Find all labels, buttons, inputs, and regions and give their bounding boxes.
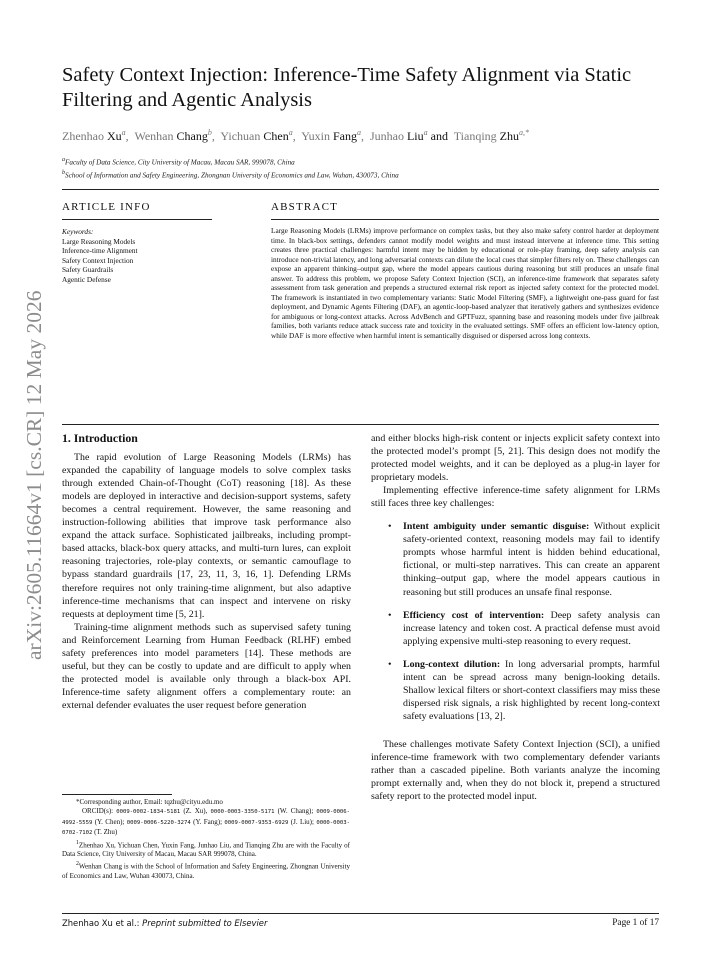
abstract-text: Large Reasoning Models (LRMs) improve performance on complex tasks, but they also make safety control harder at deployment time. In black-box settings, defenders cannot modify model weights and must instead intervene at inference time. This setting creates three practical challenges: harmful intent may be hidden by educational or role-play framing, deep safety analysis can introduce non-trivial latency, and long adversarial contexts can dilute the local cues that simpler filters rely on. These challenges can expose an apparent thinking–output gap, where the model appears cautious during reasoning but still produces an unsafe final answer. To address this problem, we propose Safety Context Injection (SCI), an inference-time framework that separates safety assessment from task generation and prepends a structured external risk report as injected safety context for the protected model. The framework is instantiated in two complementary variants: Static Model Filtering (SMF), a lightweight one-pass guard for fast deployment, and Dynamic Agents Filtering (DAF), an agentic-loop-based analyzer that iteratively gathers and synthesizes evidence for ambiguous or long-context attacks. Across AdvBench and GPTFuzz, spanning base and reasoning models under five jailbreak families, both variants reduce attack success rate and toxicity in the evaluated settings. SMF offers an efficient low-latency option, while DAF is more effective when harmful intent is semantically disguised or dispersed across long contexts. xyxy=(271,226,659,341)
author[interactable]: Tianqing Zhu$^{a,*}$ xyxy=(453,128,530,143)
bullet-item: • Intent ambiguity under semantic disguise: Without explicit safety-oriented context, reasoning models may fail to identify prompts whose harmful intent is hidden behind educational, fictional, or multi-step narratives. This can create an apparent thinking–output gap, where the model appears cautious in reasoning but still produces an unsafe final response. xyxy=(388,521,660,598)
footnote-2: $^2$Wenhan Chang is with the School of Information and Safety Engineering, Zhongnan University of Economics and Law, Wuhan 430073, China. xyxy=(62,860,350,880)
arxiv-side-label xyxy=(18,268,50,660)
bullet-icon: • xyxy=(388,521,392,533)
footer-rule xyxy=(62,913,659,914)
bullet-icon: • xyxy=(388,658,392,670)
paragraph: and either blocks high-risk content or injects explicit safety context into the protected model’s prompt [5, 21]. This design does not modify the protected model weights, and it can be deployed as a plug-in layer for proprietary models. xyxy=(371,433,660,484)
bullet-icon: • xyxy=(388,609,392,621)
author[interactable]: Yichuan Chen$^a$ xyxy=(220,128,293,143)
keyword: Inference-time Alignment xyxy=(62,246,138,256)
bullet-item: • Efficiency cost of intervention: Deep safety analysis can increase latency and token cost. A practical defense must avoid applying expensive multi-step reasoning to every request. xyxy=(388,609,661,647)
footnotes xyxy=(62,798,350,881)
author-list: Zhenhao Xu$^a$, Wenhan Chang$^b$, Yichuan Chen$^a$, Yuxin Fang$^a$, Junhao Liu$^a$ and Tianqing Zhu$^{a,*}$ xyxy=(62,128,530,143)
keyword: Safety Guardrails xyxy=(62,265,114,275)
author[interactable]: Junhao Liu$^a$ xyxy=(369,128,428,143)
divider xyxy=(62,424,659,425)
section-heading: 1. Introduction xyxy=(62,431,138,445)
paragraph: Implementing effective inference-time safety alignment for LRMs still faces three key challenges: xyxy=(371,485,660,510)
right-column xyxy=(371,432,660,803)
divider xyxy=(62,189,659,190)
paragraph: Training-time alignment methods such as supervised safety tuning and Reinforcement Learning from Human Feedback (RLHF) embed safety preferences into model parameters [14]. These methods are useful, but they can be costly to update and are difficult to apply when the protected model is available only through a black-box API. Inference-time safety alignment offers a complementary route: an external defender evaluates the user request before generation xyxy=(62,621,351,711)
corresponding-author: *Corresponding author, Email: tqzhu@cityu.edu.mo xyxy=(76,798,223,806)
author[interactable]: Zhenhao Xu$^a$ xyxy=(62,128,126,143)
arxiv-id: arXiv:2605.11664v1 [cs.CR] 12 May 2026 xyxy=(22,290,46,660)
orcid-list: ORCID(s): 0009-0002-1834-5181 (Z. Xu), 0000-0003-3350-5171 (W. Chang); 0009-0006-4992-5559 (Y. Chen); 0009-0006-5220-3274 (Y. Fang); 0009-0007-9353-6929 (J. Liu); 0000-0003-0702-7102 (T. Zhu) xyxy=(62,807,351,837)
author[interactable]: Yuxin Fang$^a$ xyxy=(301,128,361,143)
footnote-rule xyxy=(62,794,172,795)
keyword: Large Reasoning Models xyxy=(62,236,136,246)
affiliation: $^b$School of Information and Safety Engineering, Zhongnan University of Economics and Law, Wuhan, 430073, China xyxy=(62,170,399,180)
keyword: Agentic Defense xyxy=(62,274,111,284)
bullet-item: • Long-context dilution: In long adversarial prompts, harmful intent can be spread across many benign-looking details. Shallow lexical filters or short-context classifiers may miss these dispersed risk signals, a risk highlighted by recent long-context safety evaluations [13, 2]. xyxy=(388,658,660,722)
paragraph: These challenges motivate Safety Context Injection (SCI), a unified inference-time framework with two complementary defender variants rather than a cascaded pipeline. Both variants analyze the incoming prompt externally and, when they do not block it, prepend a structured safety report to the protected model input. xyxy=(371,738,660,803)
article-info-heading: ARTICLE INFO xyxy=(62,201,151,213)
keyword: Safety Context Injection xyxy=(62,255,134,265)
keywords: Keywords: Large Reasoning Models Inference-time Alignment Safety Context Injection Safety Guardrails Agentic Defense xyxy=(62,227,212,285)
keywords-label: Keywords xyxy=(62,227,91,236)
left-column xyxy=(62,432,351,712)
title-line-1: Safety Context Injection: Inference-Time Safety Alignment via Static xyxy=(62,64,632,86)
title-line-2: Filtering and Agentic Analysis xyxy=(62,89,312,111)
paragraph: The rapid evolution of Large Reasoning Models (LRMs) has expanded the capability of language models to solve complex tasks through extended Chain-of-Thought (CoT) reasoning [18]. As these models are deployed in interactive and decision-support systems, safety becomes a central requirement. However, the same reasoning and instruction-following abilities that improve task performance also expand the attack surface. Sophisticated jailbreaks, including prompt-based attacks, black-box query attacks, and multi-turn lures, can exploit reasoning trajectories, role-play contexts, or semantic camouflage to bypass standard guardrails [17, 23, 11, 3, 16, 1]. Defending LRMs therefore requires not only training-time alignment, but also adaptive inference-time mechanisms that can inspect and intervene on risky requests at deployment time [5, 21]. xyxy=(62,452,351,620)
page-number: Page 1 of 17 xyxy=(612,918,659,928)
abstract-heading: ABSTRACT xyxy=(271,201,339,213)
author[interactable]: Wenhan Chang$^b$ xyxy=(134,128,212,143)
divider xyxy=(271,219,659,220)
affiliation: $^a$Faculty of Data Science, City University of Macau, Macau SAR, 999078, China xyxy=(62,157,295,167)
divider xyxy=(62,219,212,220)
paper-title xyxy=(62,63,672,113)
footnote-1: $^1$Zhenhao Xu, Yichuan Chen, Yuxin Fang, Junhao Liu, and Tianqing Zhu are with the Faculty of Data Science, City University of Macau, Macau SAR 999078, China. xyxy=(62,839,350,859)
footer-left: Zhenhao Xu et al.: Preprint submitted to Elsevier xyxy=(62,918,268,928)
